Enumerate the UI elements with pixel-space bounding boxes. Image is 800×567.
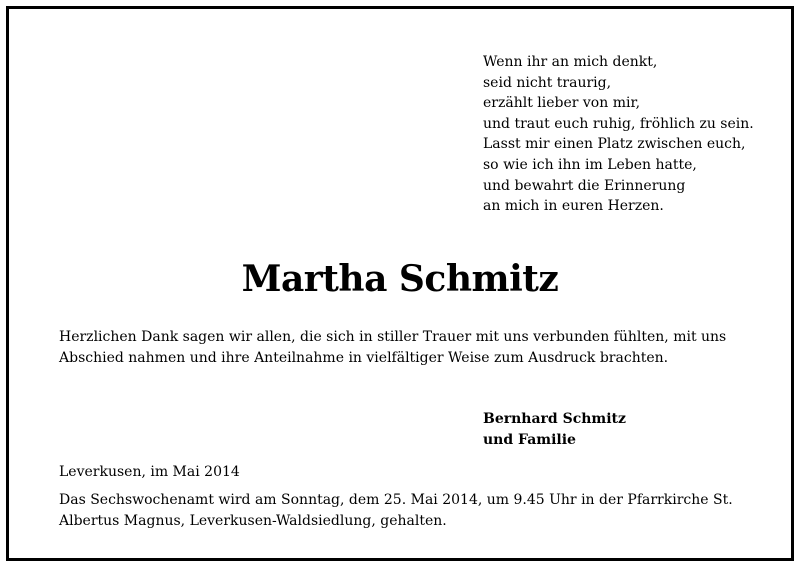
poem-line: an mich in euren Herzen. [483,198,664,215]
deceased-name: Martha Schmitz [241,258,559,300]
signature-family: und Familie [483,431,576,448]
signature-name: Bernhard Schmitz [483,411,626,427]
poem-line: Wenn ihr an mich denkt, [483,54,658,70]
poem-line: Lasst mir einen Platz zwischen euch, [483,136,746,153]
poem-line: so wie ich ihn im Leben hatte, [483,156,697,173]
place-date: Leverkusen, im Mai 2014 [59,464,240,480]
thanks-paragraph: Herzlichen Dank sagen wir allen, die sich in stiller Trauer mit uns verbunden fühlten, mit uns Abschied nahmen und ihre Anteilnahme in vielfältiger Weise zum Ausdruck brachten. [59,329,727,366]
poem-line: erzählt lieber von mir, [483,95,641,112]
poem-line: und traut euch ruhig, fröhlich zu sein. [483,115,754,132]
poem-block [483,52,754,217]
service-announcement: Das Sechswochenamt wird am Sonntag, dem 25. Mai 2014, um 9.45 Uhr in der Pfarrkirche St. Albertus Magnus, Leverkusen-Waldsiedlung, gehalten. [59,492,733,529]
poem-line: und bewahrt die Erinnerung [483,177,686,194]
obituary-frame [6,6,794,561]
signature-block [483,409,626,450]
poem-line: seid nicht traurig, [483,74,612,91]
